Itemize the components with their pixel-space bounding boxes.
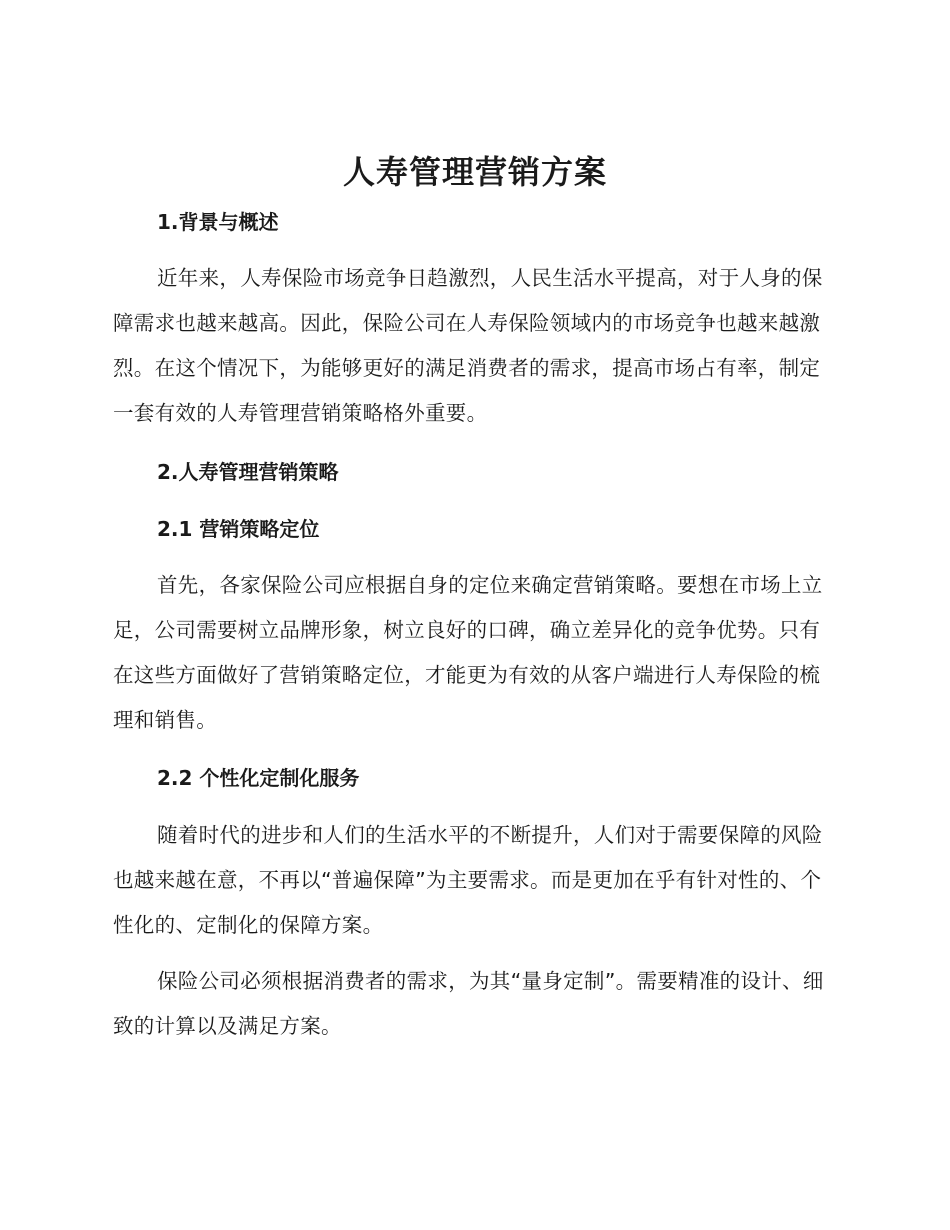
section-heading-positioning: 2.1 营销策略定位: [157, 517, 320, 541]
section-heading-strategy: 2.人寿管理营销策略: [157, 460, 339, 484]
section-heading-customization: 2.2 个性化定制化服务: [157, 766, 360, 790]
document-title: 人寿管理营销方案: [342, 153, 607, 191]
paragraph-tailoring: 保险公司必须根据消费者的需求，为其“量身定制”。需要精准的设计、细致的计算以及满足方案。: [113, 969, 824, 1038]
section-heading-background: 1.背景与概述: [157, 210, 279, 234]
paragraph-background: 近年来，人寿保险市场竞争日趋激烈，人民生活水平提高，对于人身的保障需求也越来越高。因此，保险公司在人寿保险领域内的市场竞争也越来越激烈。在这个情况下，为能够更好的满足消费者的需求，提高市场占有率，制定一套有效的人寿管理营销策略格外重要。: [113, 266, 823, 425]
paragraph-customization: 随着时代的进步和人们的生活水平的不断提升，人们对于需要保障的风险也越来越在意，不再以“普遍保障”为主要需求。而是更加在乎有针对性的、个性化的、定制化的保障方案。: [113, 823, 823, 937]
paragraph-positioning: 首先，各家保险公司应根据自身的定位来确定营销策略。要想在市场上立足，公司需要树立品牌形象，树立良好的口碑，确立差异化的竞争优势。只有在这些方面做好了营销策略定位，才能更为有效的从客户端进行人寿保险的梳理和销售。: [113, 573, 823, 732]
